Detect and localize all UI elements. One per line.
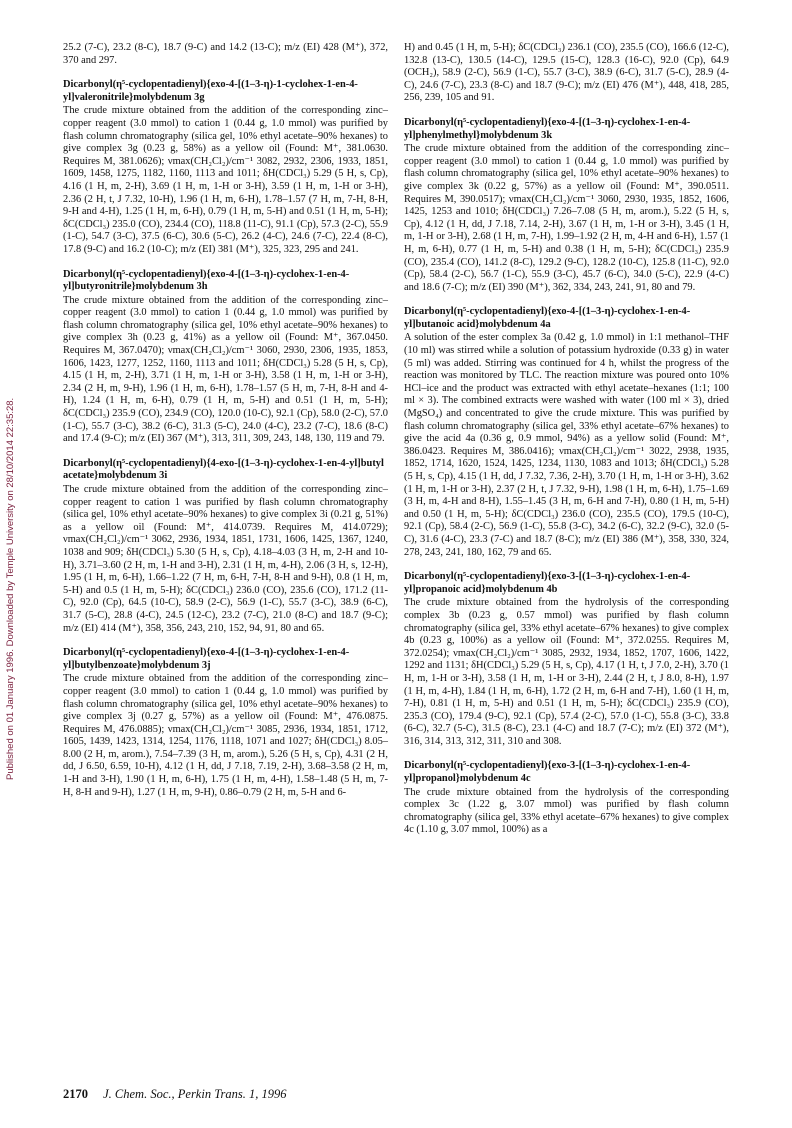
section-body: The crude mixture obtained from the addition of the corresponding zinc–copper reagent to cation 1 was purified by flash column chromatography (silica gel, 10% ethyl acetate–90% hexanes) to give complex 3i (0.21 g, 51%) as a yellow oil (Found: M⁺, 414.0739. Requires M, 414.0729); νmax(CH₂Cl₂)/cm⁻¹ 3062, 2936, 1934, 1851, 1731, 1606, 1425, 1367, 1240, 1038 and 909; δH(CDCl₃) 5.30 (5 H, s, Cp), 4.18–4.03 (3 H, m, 2-H and 10-H), 3.71–3.60 (2 H, m, 1-H and 3-H), 2.31 (1 H, m, 4-H), 2.06 (3 H, s, 12-H), 1.95 (1 H, m, 6-H), 1.66–1.22 (7 H, m, 6-H, 7-H, 8-H and 9-H), 0.8 (1 H, m, 5-H) and 0.5 (1 H, m, 5-H); δC(CDCl₃) 236.0 (CO), 235.6 (CO), 171.2 (11-C), 92.0 (Cp), 64.5 (10-C), 58.9 (2-C), 56.9 (1-C), 55.7 (3-C), 38.9 (6-C), 31.7 (5-C), 28.8 (4-C), 24.5 (12-C), 23.2 (7-C), 21.0 (8-C) and 18.7 (9-C); m/z (EI) 414 (M⁺), 358, 356, 243, 210, 152, 94, 91, 80 and 65.	[63, 484, 388, 634]
section-title: Dicarbonyl(η⁵-cyclopentadienyl){exo-4-[(1–3-η)-cyclohex-1-en-4-yl]butylbenzoate}molybdenum 3j	[63, 647, 350, 671]
section-3i	[63, 458, 388, 635]
download-watermark	[0, 40, 22, 1080]
section-title: Dicarbonyl(η⁵-cyclopentadienyl){4-exo-[(1–3-η)-cyclohex-1-en-4-yl]butyl acetate}molybdenum 3i	[63, 457, 384, 482]
watermark-text: Published on 01 January 1996. Downloaded by Temple University on 28/10/2014 22:35:28.	[5, 397, 16, 780]
page-footer	[63, 1087, 286, 1102]
left-column	[63, 42, 388, 811]
journal-citation: J. Chem. Soc., Perkin Trans. 1, 1996	[103, 1087, 287, 1101]
continued-paragraph: 25.2 (7-C), 23.2 (8-C), 18.7 (9-C) and 14.2 (13-C); m/z (EI) 428 (M⁺), 372, 370 and 297.	[63, 42, 388, 66]
section-title: Dicarbonyl(η⁵-cyclopentadienyl){exo-3-[(1–3-η)-cyclohex-1-en-4-yl]propanoic acid}molybdenum 4b	[404, 571, 691, 595]
section-title: Dicarbonyl(η⁵-cyclopentadienyl){exo-4-[(1–3-η)-cyclohex-1-en-4-yl]butanoic acid}molybdenum 4a	[404, 306, 691, 330]
section-4c	[404, 760, 729, 837]
section-body: The crude mixture obtained from the hydrolysis of the corresponding complex 3b (0.23 g, 0.57 mmol) was purified by flash column chromatography (silica gel, 33% ethyl acetate–67% hexanes) to give complex 4b (0.23 g, 100%) as a yellow oil (Found: M⁺, 372.0255. Requires M, 372.0254); νmax(CH₂Cl₂)/cm⁻¹ 3085, 2932, 1934, 1852, 1707, 1606, 1422, 1292 and 1131; δH(CDCl₃) 5.29 (5 H, s, Cp), 4.17 (1 H, t, J 7.0, 2-H), 3.70 (1 H, m, 1-H or 3-H), 3.58 (1 H, m, 1-H or 3-H), 2.44 (2 H, t, J 8.0, 8-H), 1.97 (1 H, m, 4-H), 1.84 (1 H, m, 6-H), 1.72 (2 H, m, 6-H and 7-H), 1.60 (1 H, m, 7-H), 0.81 (1 H, m, 5-H) and 0.51 (1 H, m, 5-H); δC(CDCl₃) 235.9 (CO), 235.3 (CO), 179.4 (9-C), 92.1 (Cp), 57.4 (2-C), 57.0 (1-C), 55.8 (3-C), 33.8 (6-C), 32.7 (5-C), 31.5 (8-C), 23.1 (4-C) and 18.7 (7-C); m/z (EI) 372 (M⁺), 316, 314, 313, 312, 311, 310 and 308.	[404, 597, 729, 747]
section-body: A solution of the ester complex 3a (0.42 g, 1.0 mmol) in 1:1 methanol–THF (10 ml) was stirred while a solution of potassium hydroxide (0.33 g) in water (5 ml) was added. Stirring was continued for 4 h, whilst the progress of the reaction was monitored by TLC. The reaction mixture was poured onto 10% HCl–ice and the product was extracted with ethyl acetate–hexanes (1:1; 100 ml × 3). The combined extracts were washed with water (100 ml × 3), dried (MgSO₄) and concentrated to give the crude mixture. This was purified by flash column chromatography (silica gel, 33% ethyl acetate–67% hexanes) to give the acid 4a (0.36 g, 0.9 mmol, 94%) as a yellow solid (Found: M⁺, 386.0423. Requires M, 386.0416); νmax(CH₂Cl₂)/cm⁻¹ 3022, 2938, 1935, 1852, 1714, 1620, 1524, 1425, 1234, 1130, 1083 and 1013; δH(CDCl₃) 5.28 (5 H, s, Cp), 4.15 (1 H, dd, J 7.32, 7.36, 2-H), 3.70 (1 H, m, 1-H or 3-H), 3.62 (1 H, m, 1-H or 3-H), 2.37 (2 H, t, J 7.32, 9-H), 1.98 (1 H, m, 6-H), 1.75–1.69 (3 H, m, 4-H and 8-H), 1.55–1.45 (3 H, m, 6-H and 7-H), 0.80 (1 H, m, 5-H) and 0.50 (1 H, m, 5-H); δC(CDCl₃) 236.0 (CO), 235.5 (CO), 179.5 (10-C), 92.1 (Cp), 58.4 (2-C), 56.9 (1-C), 55.8 (3-C), 34.2 (6-C), 32.2 (9-C), 32.0 (5-C), 31.6 (4-C), 23.3 (7-C) and 18.7 (8-C); m/z (EI) 386 (M⁺), 358, 330, 324, 278, 243, 241, 180, 162, 79 and 65.	[404, 332, 729, 558]
section-4b	[404, 571, 729, 748]
section-title: Dicarbonyl(η⁵-cyclopentadienyl){exo-4-[(1–3-η)-cyclohex-1-en-4-yl]phenylmethyl}molybdenum 3k	[404, 116, 691, 141]
section-3k	[404, 117, 729, 294]
right-column	[404, 42, 729, 849]
section-body: The crude mixture obtained from the addition of the corresponding zinc–copper reagent (3.0 mmol) to cation 1 (0.44 g, 1.0 mmol) was purified by flash column chromatography (silica gel, 10% ethyl acetate–90% hexanes) to give complex 3j (0.27 g, 57%) as a yellow oil (Found: M⁺, 476.0875. Requires M, 476.0885); νmax(CH₂Cl₂)/cm⁻¹ 3085, 2936, 1934, 1851, 1712, 1605, 1439, 1423, 1314, 1254, 1176, 1118, 1071 and 1027; δH(CDCl₃) 8.05–8.00 (2 H, m, arom.), 7.54–7.39 (3 H, m, arom.), 5.26 (5 H, s, Cp), 4.31 (2 H, dd, J 6.50, 6.59, 10-H), 4.12 (1 H, dd, J 7.18, 7.19, 2-H), 3.68–3.58 (2 H, m, 1-H and 3-H), 1.90 (1 H, m, 6-H), 1.75 (1 H, m, 4-H), 1.58–1.48 (5 H, m, 7-H, 8-H and 9-H), 1.27 (1 H, m, 9-H), 0.86–0.79 (2 H, m, 5-H and 6-	[63, 673, 388, 798]
section-body: The crude mixture obtained from the addition of the corresponding zinc–copper reagent (3.0 mmol) to cation 1 (0.44 g, 1.0 mmol) was purified by flash column chromatography (silica gel, 10% ethyl acetate–90% hexanes) to give complex 3g (0.23 g, 58%) as a yellow oil (Found: M⁺, 381.0630. Requires M, 381.0626); νmax(CH₂Cl₂)/cm⁻¹ 3082, 2932, 2306, 1933, 1851, 1609, 1458, 1275, 1182, 1160, 1113 and 1011; δH(CDCl₃) 5.29 (5 H, s, Cp), 4.16 (1 H, m, 2-H), 3.69 (1 H, m, 1-H or 3-H), 3.59 (1 H, m, 1-H or 3-H), 2.36 (2 H, t, J 7.32, 10-H), 1.96 (1 H, m, 6-H), 1.78–1.57 (7 H, m, 7-H, 8-H, 9-H and 4-H), 1.25 (1 H, m, 6-H), 0.79 (1 H, m, 5-H) and 0.51 (1 H, m, 5-H); δC(CDCl₃) 235.0 (CO), 234.4 (CO), 118.8 (11-C), 91.1 (Cp), 57.3 (2-C), 55.9 (1-C), 54.7 (3-C), 37.5 (6-C), 30.6 (5-C), 26.2 (4-C), 24.6 (7-C), 22.4 (8-C), 17.8 (9-C) and 16.2 (10-C); m/z (EI) 381 (M⁺), 325, 323, 295 and 241.	[63, 105, 388, 255]
section-body: The crude mixture obtained from the hydrolysis of the corresponding complex 3c (1.22 g, 3.07 mmol) was purified by flash column chromatography (silica gel, 33% ethyl acetate–67% hexanes) to give complex 4c (1.10 g, 3.07 mmol, 100%) as a	[404, 786, 729, 836]
continued-paragraph: H) and 0.45 (1 H, m, 5-H); δC(CDCl₃) 236.1 (CO), 235.5 (CO), 166.6 (12-C), 132.8 (13-C), 130.5 (14-C), 129.5 (15-C), 128.3 (16-C), 92.0 (Cp), 64.9 (OCH₂), 58.9 (2-C), 56.9 (1-C), 55.7 (3-C), 38.9 (6-C), 31.7 (5-C), 28.9 (4-C), 24.6 (7-C), 23.3 (8-C) and 18.7 (9-C); m/z (EI) 476 (M⁺), 448, 418, 285, 256, 239, 105 and 91.	[404, 42, 729, 104]
section-body: The crude mixture obtained from the addition of the corresponding zinc–copper reagent (3.0 mmol) to cation 1 (0.44 g, 1.0 mmol) was purified by flash column chromatography (silica gel, 10% ethyl acetate–90% hexanes) to give complex 3k (0.22 g, 57%) as a yellow oil (Found: M⁺, 390.0511. Requires M, 390.0517); νmax(CH₂Cl₂)/cm⁻¹ 3060, 2930, 1935, 1852, 1606, 1425, 1253 and 1010; δH(CDCl₃) 7.26–7.08 (5 H, m, arom.), 5.22 (5 H, s, Cp), 4.12 (1 H, dd, J 7.18, 7.14, 2-H), 3.67 (1 H, m, 1-H or 3-H), 3.45 (1 H, m, 1-H or 3-H), 2.68 (1 H, m, 7-H), 1.99–1.92 (2 H, m, 4-H and 6-H), 1.57 (1 H, m, 6-H), 0.77 (1 H, m, 5-H) and 0.38 (1 H, m, 5-H); δC(CDCl₃) 235.9 (CO), 235.4 (CO), 141.2 (8-C), 129.2 (9-C), 128.2 (10-C), 125.8 (11-C), 92.0 (Cp), 58.4 (2-C), 56.7 (1-C), 55.9 (3-C), 45.7 (6-C), 34.0 (5-C), 22.9 (4-C) and 18.6 (7-C); m/z (EI) 390 (M⁺), 362, 334, 243, 241, 91, 80 and 79.	[404, 143, 729, 293]
section-title: Dicarbonyl(η⁵-cyclopentadienyl){exo-3-[(1–3-η)-cyclohex-1-en-4-yl]propanol}molybdenum 4c	[404, 760, 691, 785]
section-3g	[63, 79, 388, 256]
section-3h	[63, 269, 388, 446]
section-4a	[404, 306, 729, 559]
section-body: The crude mixture obtained from the addition of the corresponding zinc–copper reagent (3.0 mmol) to cation 1 (0.44 g, 1.0 mmol) was purified by flash column chromatography (silica gel, 10% ethyl acetate–90% hexanes) to give complex 3h (0.23 g, 41%) as a yellow oil (Found: M⁺, 367.0450. Requires M, 367.0470); νmax(CH₂Cl₂)/cm⁻¹ 3060, 2930, 2306, 1935, 1853, 1606, 1423, 1277, 1252, 1160, 1113 and 1011; δH(CDCl₃) 5.28 (5 H, s, Cp), 4.15 (1 H, m, 2-H), 3.71 (1 H, m, 1-H or 3-H), 3.58 (1 H, m, 1-H or 3-H), 2.34 (2 H, m, 9-H), 1.96 (1 H, m, 6-H), 1.78–1.57 (5 H, m, 7-H, 8-H and 4-H), 1.24 (1 H, m, 6-H), 0.79 (1 H, m, 5-H) and 0.51 (1 H, m, 5-H); δC(CDCl₃) 235.9 (CO), 234.9 (CO), 120.0 (10-C), 92.1 (Cp), 58.0 (2-C), 57.0 (1-C), 55.7 (3-C), 38.2 (6-C), 31.3 (5-C), 24.0 (4-C), 23.2 (7-C), 18.6 (8-C) and 17.4 (9-C); m/z (EI) 367 (M⁺), 313, 311, 309, 243, 148, 130, 119 and 79.	[63, 294, 388, 445]
section-title: Dicarbonyl(η⁵-cyclopentadienyl){exo-4-[(1–3-η)-1-cyclohex-1-en-4-yl]valeronitrile}molybdenum 3g	[63, 79, 358, 103]
section-title: Dicarbonyl(η⁵-cyclopentadienyl){exo-4-[(1–3-η)-cyclohex-1-en-4-yl]butyronitrile}molybdenum 3h	[63, 268, 350, 293]
page-number: 2170	[63, 1087, 88, 1101]
section-3j	[63, 647, 388, 799]
